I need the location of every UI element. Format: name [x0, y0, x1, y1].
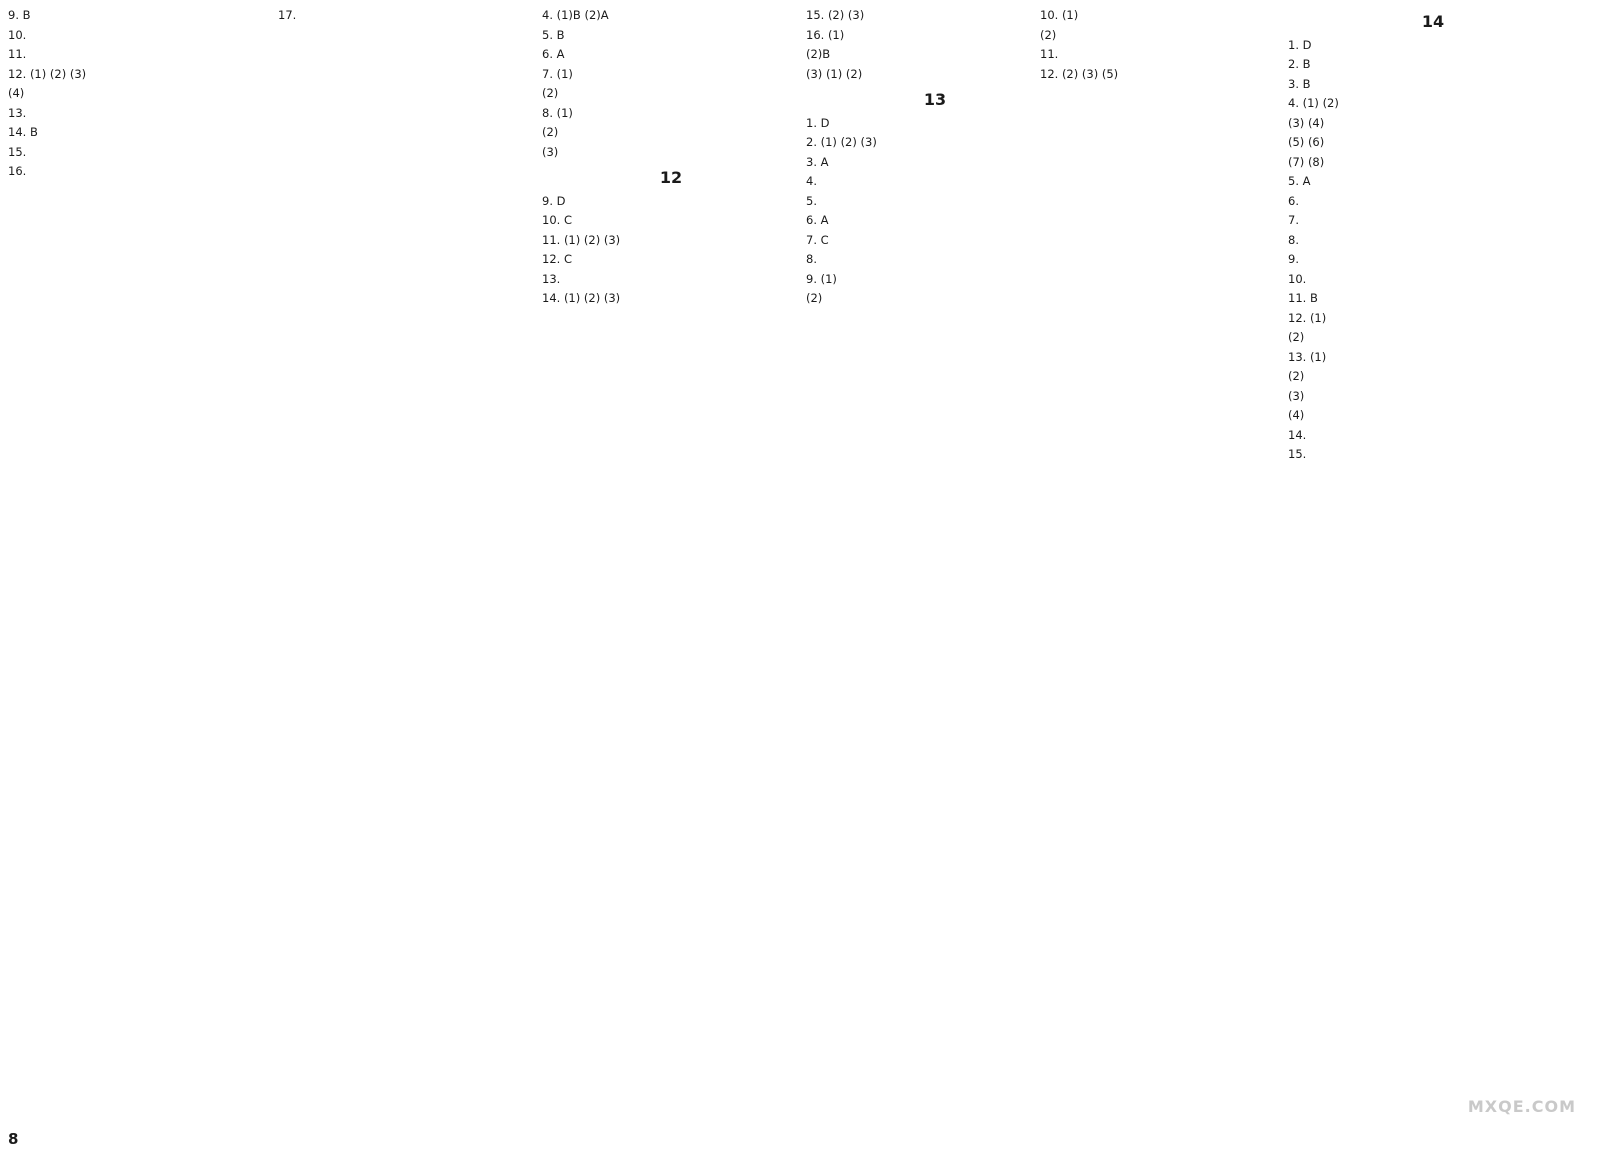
answer-line: (3) (1) (2): [806, 66, 863, 81]
column-6: [1288, 6, 1578, 1116]
answer-line: 7. (1): [542, 66, 573, 81]
answer-line: 7.: [1288, 213, 1299, 227]
answer-line: 9.: [1288, 252, 1299, 266]
answer-line: 2. B: [1288, 57, 1311, 71]
answer-line: 4.: [806, 174, 817, 188]
answer-line: 7. C: [806, 232, 829, 247]
answer-line: 15.: [8, 144, 27, 159]
answer-line: 12. (1) (2) (3): [8, 66, 87, 81]
answer-line: 8.: [806, 252, 817, 266]
answer-line: (3) (4): [1288, 115, 1325, 130]
column-5: [1040, 6, 1298, 1116]
answer-line: 13. (1): [1288, 349, 1327, 364]
answer-line: 13.: [542, 271, 561, 286]
answer-line: (3): [542, 144, 559, 159]
answer-line: 1. D: [806, 115, 830, 130]
answer-line: 14.: [1288, 427, 1307, 442]
page-number: 8: [8, 1130, 19, 1148]
answer-line: 14. (1) (2) (3): [542, 291, 621, 305]
answer-line: 10. C: [542, 213, 572, 227]
answer-line: 6. A: [806, 213, 829, 227]
answer-line: 5. B: [542, 27, 565, 42]
answer-line: 11. B: [1288, 291, 1318, 305]
answer-line: 17.: [278, 8, 297, 22]
column-3: [542, 6, 800, 1116]
answer-line: (2): [542, 86, 559, 100]
answer-line: 14. B: [8, 125, 38, 139]
answer-line: 12. C: [542, 252, 572, 266]
answer-line: (7) (8): [1288, 154, 1325, 169]
answer-line: 3. B: [1288, 76, 1311, 91]
page-footer: [8, 1126, 708, 1152]
answer-line: (2): [542, 125, 559, 139]
answer-line: 16. (1): [806, 27, 845, 42]
answer-line: 6.: [1288, 193, 1299, 208]
answer-line: 8.: [1288, 232, 1299, 247]
answer-line: 1. D: [1288, 37, 1312, 52]
answer-line: 11.: [1040, 47, 1059, 61]
answer-line: 5.: [806, 193, 817, 208]
answer-line: 16.: [8, 164, 27, 178]
answer-line: 10.: [8, 27, 27, 42]
answer-line: 12. (1): [1288, 310, 1327, 325]
answer-line: 5. A: [1288, 174, 1311, 188]
answer-line: 11.: [8, 47, 27, 61]
answer-line: 6. A: [542, 47, 565, 61]
answer-line: (2): [1288, 330, 1305, 344]
answer-line: 4. (1) (2): [1288, 96, 1339, 110]
section-heading: 12: [659, 168, 683, 187]
answer-line: (4): [8, 86, 25, 100]
answer-line: 15. (2) (3): [806, 8, 865, 22]
answer-line: (3): [1288, 388, 1305, 403]
answer-line: (2)B: [806, 47, 831, 61]
answer-line: 15.: [1288, 447, 1307, 461]
answer-line: (4): [1288, 408, 1305, 422]
answer-line: 10. (1): [1040, 8, 1079, 22]
answer-line: (5) (6): [1288, 135, 1325, 149]
section-heading: 14: [1421, 12, 1445, 31]
column-2: [278, 6, 536, 1116]
answer-line: 10.: [1288, 271, 1307, 286]
answer-line: (2): [806, 291, 823, 305]
answer-line: 2. (1) (2) (3): [806, 135, 877, 149]
answer-line: (2): [1040, 27, 1057, 42]
answer-line: 4. (1)B (2)A: [542, 8, 609, 22]
answer-line: 3. A: [806, 154, 829, 169]
answer-line: 9. B: [8, 8, 31, 22]
column-1: [8, 6, 266, 1116]
answer-line: 11. (1) (2) (3): [542, 232, 621, 247]
site-watermark: [1436, 1094, 1576, 1154]
answer-line: 9. D: [542, 193, 566, 208]
section-heading: 13: [923, 90, 947, 109]
answer-line: 13.: [8, 105, 27, 120]
answer-line: (2): [1288, 369, 1305, 383]
answer-line: 8. (1): [542, 105, 573, 120]
answer-line: 12. (2) (3) (5): [1040, 66, 1119, 81]
column-4: [806, 6, 1064, 1116]
answer-line: 9. (1): [806, 271, 837, 286]
watermark-line-2: MXQE.COM: [1467, 1097, 1576, 1116]
